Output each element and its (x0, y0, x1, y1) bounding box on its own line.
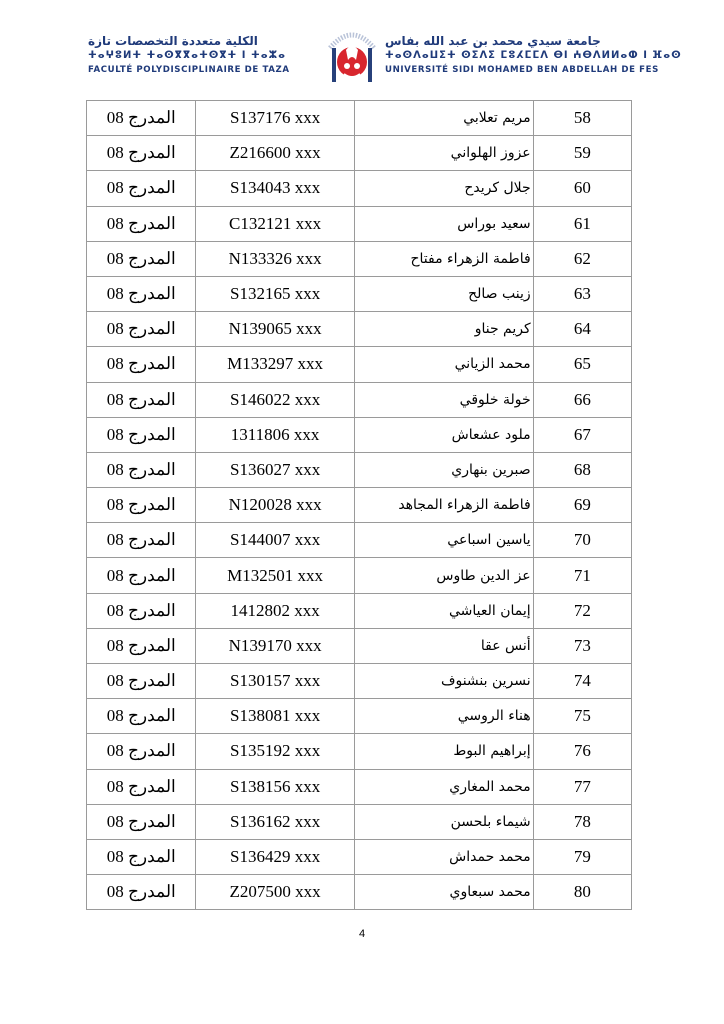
hall-cell: المدرج 08 (87, 347, 196, 382)
row-number-cell: 78 (533, 804, 631, 839)
row-number-cell: 67 (533, 417, 631, 452)
table-row (87, 593, 632, 628)
student-name-cell: فاطمة الزهراء مفتاح (354, 241, 533, 276)
student-name-cell: إبراهيم البوط (354, 734, 533, 769)
student-id-cell: S136429 xxx (196, 839, 354, 874)
table-row (87, 558, 632, 593)
row-number-cell: 72 (533, 593, 631, 628)
student-name-cell: هناء الروسي (354, 699, 533, 734)
row-number-cell: 71 (533, 558, 631, 593)
faculty-name-french: FACULTÉ POLYDISCIPLINAIRE DE TAZA (88, 65, 290, 75)
hall-cell: المدرج 08 (87, 101, 196, 136)
student-name-cell: عز الدين طاوس (354, 558, 533, 593)
student-id-cell: N133326 xxx (196, 241, 354, 276)
student-id-cell: M133297 xxx (196, 347, 354, 382)
table-row (87, 804, 632, 839)
hall-cell: المدرج 08 (87, 769, 196, 804)
students-table (86, 100, 632, 910)
table-row (87, 382, 632, 417)
student-id-cell: S136162 xxx (196, 804, 354, 839)
table-row (87, 241, 632, 276)
hall-cell: المدرج 08 (87, 804, 196, 839)
row-number-cell: 64 (533, 312, 631, 347)
table-row (87, 312, 632, 347)
student-name-cell: أنس عقا (354, 628, 533, 663)
hall-cell: المدرج 08 (87, 452, 196, 487)
hall-cell: المدرج 08 (87, 664, 196, 699)
student-id-cell: S136027 xxx (196, 452, 354, 487)
student-name-cell: خولة خلوقي (354, 382, 533, 417)
hall-cell: المدرج 08 (87, 558, 196, 593)
student-id-cell: S138081 xxx (196, 699, 354, 734)
hall-cell: المدرج 08 (87, 171, 196, 206)
student-id-cell: 1412802 xxx (196, 593, 354, 628)
student-name-cell: كريم جناو (354, 312, 533, 347)
row-number-cell: 59 (533, 136, 631, 171)
table-row (87, 875, 632, 910)
table-row (87, 417, 632, 452)
hall-cell: المدرج 08 (87, 136, 196, 171)
table-row (87, 523, 632, 558)
table-row (87, 839, 632, 874)
page-number: 4 (358, 928, 366, 940)
table-row (87, 206, 632, 241)
university-header (385, 33, 682, 77)
student-name-cell: سعيد بوراس (354, 206, 533, 241)
row-number-cell: 66 (533, 382, 631, 417)
student-id-cell: Z216600 xxx (196, 136, 354, 171)
student-name-cell: ياسين اسباعي (354, 523, 533, 558)
university-name-arabic: جامعة سيدي محمد بن عبد الله بفاس (385, 34, 601, 48)
student-name-cell: فاطمة الزهراء المجاهد (354, 488, 533, 523)
student-id-cell: S130157 xxx (196, 664, 354, 699)
faculty-name-arabic: الكلية متعددة التخصصات تازة (88, 34, 258, 48)
row-number-cell: 70 (533, 523, 631, 558)
row-number-cell: 61 (533, 206, 631, 241)
hall-cell: المدرج 08 (87, 839, 196, 874)
hall-cell: المدرج 08 (87, 312, 196, 347)
hall-cell: المدرج 08 (87, 488, 196, 523)
row-number-cell: 65 (533, 347, 631, 382)
hall-cell: المدرج 08 (87, 628, 196, 663)
university-logo-icon (326, 26, 378, 86)
table-row (87, 769, 632, 804)
hall-cell: المدرج 08 (87, 206, 196, 241)
hall-cell: المدرج 08 (87, 241, 196, 276)
table-row (87, 347, 632, 382)
student-id-cell: S134043 xxx (196, 171, 354, 206)
hall-cell: المدرج 08 (87, 382, 196, 417)
student-name-cell: زينب صالح (354, 276, 533, 311)
table-row (87, 101, 632, 136)
student-name-cell: صبرين بنهاري (354, 452, 533, 487)
row-number-cell: 76 (533, 734, 631, 769)
student-id-cell: S135192 xxx (196, 734, 354, 769)
hall-cell: المدرج 08 (87, 734, 196, 769)
student-name-cell: عزوز الهلواني (354, 136, 533, 171)
student-id-cell: S132165 xxx (196, 276, 354, 311)
table-row (87, 276, 632, 311)
row-number-cell: 77 (533, 769, 631, 804)
table-row (87, 628, 632, 663)
student-name-cell: جلال كريدح (354, 171, 533, 206)
table-row (87, 171, 632, 206)
student-id-cell: N139065 xxx (196, 312, 354, 347)
table-row (87, 734, 632, 769)
faculty-name-tifinagh: ⵜⴰⵖⵓⵍⵜ ⵜⴰⵙⴳⴳⴰⵜⵙⴳⵜ ⵏ ⵜⴰⵣⴰ (88, 50, 287, 61)
row-number-cell: 60 (533, 171, 631, 206)
university-name-french: UNIVERSITÉ SIDI MOHAMED BEN ABDELLAH DE FES (385, 65, 659, 75)
hall-cell: المدرج 08 (87, 699, 196, 734)
table-row (87, 488, 632, 523)
student-name-cell: نسرين بنشنوف (354, 664, 533, 699)
table-row (87, 136, 632, 171)
row-number-cell: 80 (533, 875, 631, 910)
table-row (87, 452, 632, 487)
student-id-cell: S146022 xxx (196, 382, 354, 417)
row-number-cell: 68 (533, 452, 631, 487)
row-number-cell: 79 (533, 839, 631, 874)
student-id-cell: N120028 xxx (196, 488, 354, 523)
student-name-cell: شيماء بلحسن (354, 804, 533, 839)
hall-cell: المدرج 08 (87, 417, 196, 452)
student-id-cell: Z207500 xxx (196, 875, 354, 910)
student-id-cell: C132121 xxx (196, 206, 354, 241)
row-number-cell: 73 (533, 628, 631, 663)
hall-cell: المدرج 08 (87, 523, 196, 558)
student-name-cell: محمد حمداش (354, 839, 533, 874)
row-number-cell: 69 (533, 488, 631, 523)
student-name-cell: إيمان العياشي (354, 593, 533, 628)
row-number-cell: 63 (533, 276, 631, 311)
table-row (87, 664, 632, 699)
student-name-cell: مريم تعلابي (354, 101, 533, 136)
university-name-tifinagh: ⵜⴰⵙⴷⴰⵡⵉⵜ ⵙⵉⴷⵉ ⵎⵓⵃⵎⵎⴷ ⴱⵏ ⵄⴱⴷⵍⵍⴰⵀ ⵏ ⴼⴰⵙ (385, 50, 682, 61)
hall-cell: المدرج 08 (87, 276, 196, 311)
row-number-cell: 74 (533, 664, 631, 699)
student-name-cell: محمد سبعاوي (354, 875, 533, 910)
row-number-cell: 62 (533, 241, 631, 276)
faculty-header (88, 33, 316, 77)
hall-cell: المدرج 08 (87, 593, 196, 628)
student-name-cell: محمد الزياني (354, 347, 533, 382)
row-number-cell: 58 (533, 101, 631, 136)
student-id-cell: S138156 xxx (196, 769, 354, 804)
row-number-cell: 75 (533, 699, 631, 734)
student-id-cell: M132501 xxx (196, 558, 354, 593)
student-name-cell: محمد المغاري (354, 769, 533, 804)
student-id-cell: S137176 xxx (196, 101, 354, 136)
table-row (87, 699, 632, 734)
student-name-cell: ملود عشعاش (354, 417, 533, 452)
student-id-cell: 1311806 xxx (196, 417, 354, 452)
student-id-cell: S144007 xxx (196, 523, 354, 558)
hall-cell: المدرج 08 (87, 875, 196, 910)
student-id-cell: N139170 xxx (196, 628, 354, 663)
